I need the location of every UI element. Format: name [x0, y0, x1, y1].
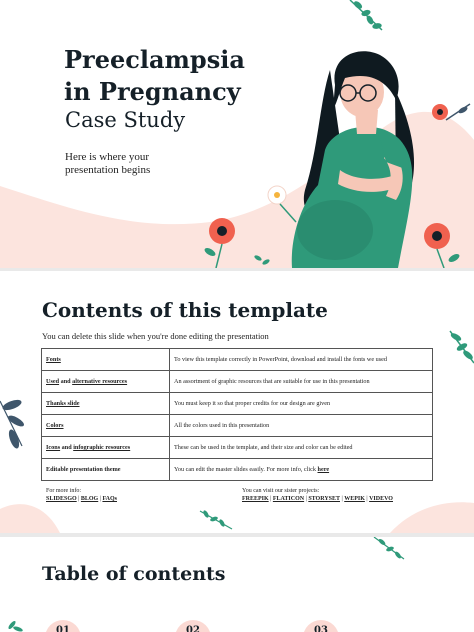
- row-key-connector: and: [60, 444, 74, 451]
- cover-title: [64, 44, 245, 108]
- row-key[interactable]: Thanks slide: [42, 393, 170, 415]
- row-value: These can be used in the template, and their size and color can be edited: [170, 437, 433, 459]
- cover-intro-line2: presentation begins: [65, 164, 151, 176]
- row-value: [170, 459, 433, 481]
- table-row: [42, 415, 433, 437]
- row-key: Editable presentation theme: [42, 459, 170, 481]
- pink-flower-icon: [432, 104, 470, 120]
- row-value: An assortment of graphic resources that are suitable for use in this presentation: [170, 371, 433, 393]
- row-value-text: You can edit the master slides easily. For more info, click: [174, 466, 318, 473]
- freepik-link[interactable]: FREEPIK: [242, 496, 269, 502]
- cover-intro: [65, 151, 150, 177]
- footer-label: You can visit our sister projects:: [242, 488, 320, 494]
- table-row: [42, 459, 433, 481]
- contents-description: You can delete this slide when you're done editing the presentation: [42, 331, 269, 341]
- footer-more-info: [46, 487, 117, 503]
- alternative-resources-link[interactable]: alternative resources: [72, 378, 128, 385]
- toc-number-badge: 03: [303, 620, 339, 632]
- row-value: All the colors used in this presentation: [170, 415, 433, 437]
- here-link[interactable]: here: [317, 466, 330, 473]
- table-row: [42, 349, 433, 371]
- blog-link[interactable]: BLOG: [80, 496, 99, 502]
- row-value: To view this template correctly in PowerPoint, download and install the fonts we used: [170, 349, 433, 371]
- table-row: [42, 393, 433, 415]
- toc-title: Table of contents: [42, 563, 226, 585]
- used-link[interactable]: Used: [46, 378, 60, 385]
- leaf-sprig-icon: [450, 331, 474, 363]
- cover-intro-line1: Here is where your: [65, 151, 149, 163]
- contents-slide: [0, 271, 474, 533]
- footer-label: For more info:: [46, 488, 81, 494]
- cover-title-line1: Preeclampsia: [64, 45, 245, 74]
- cover-background-illustration: [0, 0, 474, 268]
- contents-table: [41, 348, 433, 481]
- row-key-connector: and: [59, 378, 73, 385]
- contents-title: Contents of this template: [42, 298, 328, 322]
- leaf-sprig-icon: [350, 0, 382, 30]
- row-key: [42, 437, 170, 459]
- faqs-link[interactable]: FAQs: [102, 496, 117, 502]
- leaf-sprig-icon: [200, 510, 232, 529]
- toc-slide: [0, 537, 474, 632]
- cover-title-line2: in Pregnancy: [64, 77, 241, 106]
- row-key[interactable]: Fonts: [42, 349, 170, 371]
- row-key[interactable]: Colors: [42, 415, 170, 437]
- flaticon-link[interactable]: FLATICON: [272, 496, 305, 502]
- icons-link[interactable]: Icons: [46, 444, 61, 451]
- table-row: [42, 437, 433, 459]
- row-key: [42, 371, 170, 393]
- videvo-link[interactable]: VIDEVO: [369, 496, 393, 502]
- storyset-link[interactable]: STORYSET: [308, 496, 341, 502]
- footer-links: SLIDESGO | BLOG | FAQs: [46, 496, 117, 502]
- wepik-link[interactable]: WEPIK: [344, 496, 365, 502]
- footer-sister-projects: [242, 487, 393, 503]
- cover-slide: [0, 0, 474, 268]
- toc-number-badge: 01: [45, 620, 81, 632]
- toc-number-badge: 02: [175, 620, 211, 632]
- table-row: [42, 371, 433, 393]
- dark-leaf-icon: [0, 398, 26, 450]
- leaf-sprig-icon: [374, 537, 404, 559]
- infographic-resources-link[interactable]: infographic resources: [73, 444, 131, 451]
- row-value: You must keep it so that proper credits for our design are given: [170, 393, 433, 415]
- footer-links: FREEPIK | FLATICON | STORYSET | WEPIK | VIDEVO: [242, 496, 393, 502]
- cover-subtitle: Case Study: [65, 108, 186, 132]
- slidesgo-link[interactable]: SLIDESGO: [46, 496, 77, 502]
- leaf-sprig-icon: [7, 620, 23, 632]
- pregnant-woman-illustration: [292, 51, 414, 268]
